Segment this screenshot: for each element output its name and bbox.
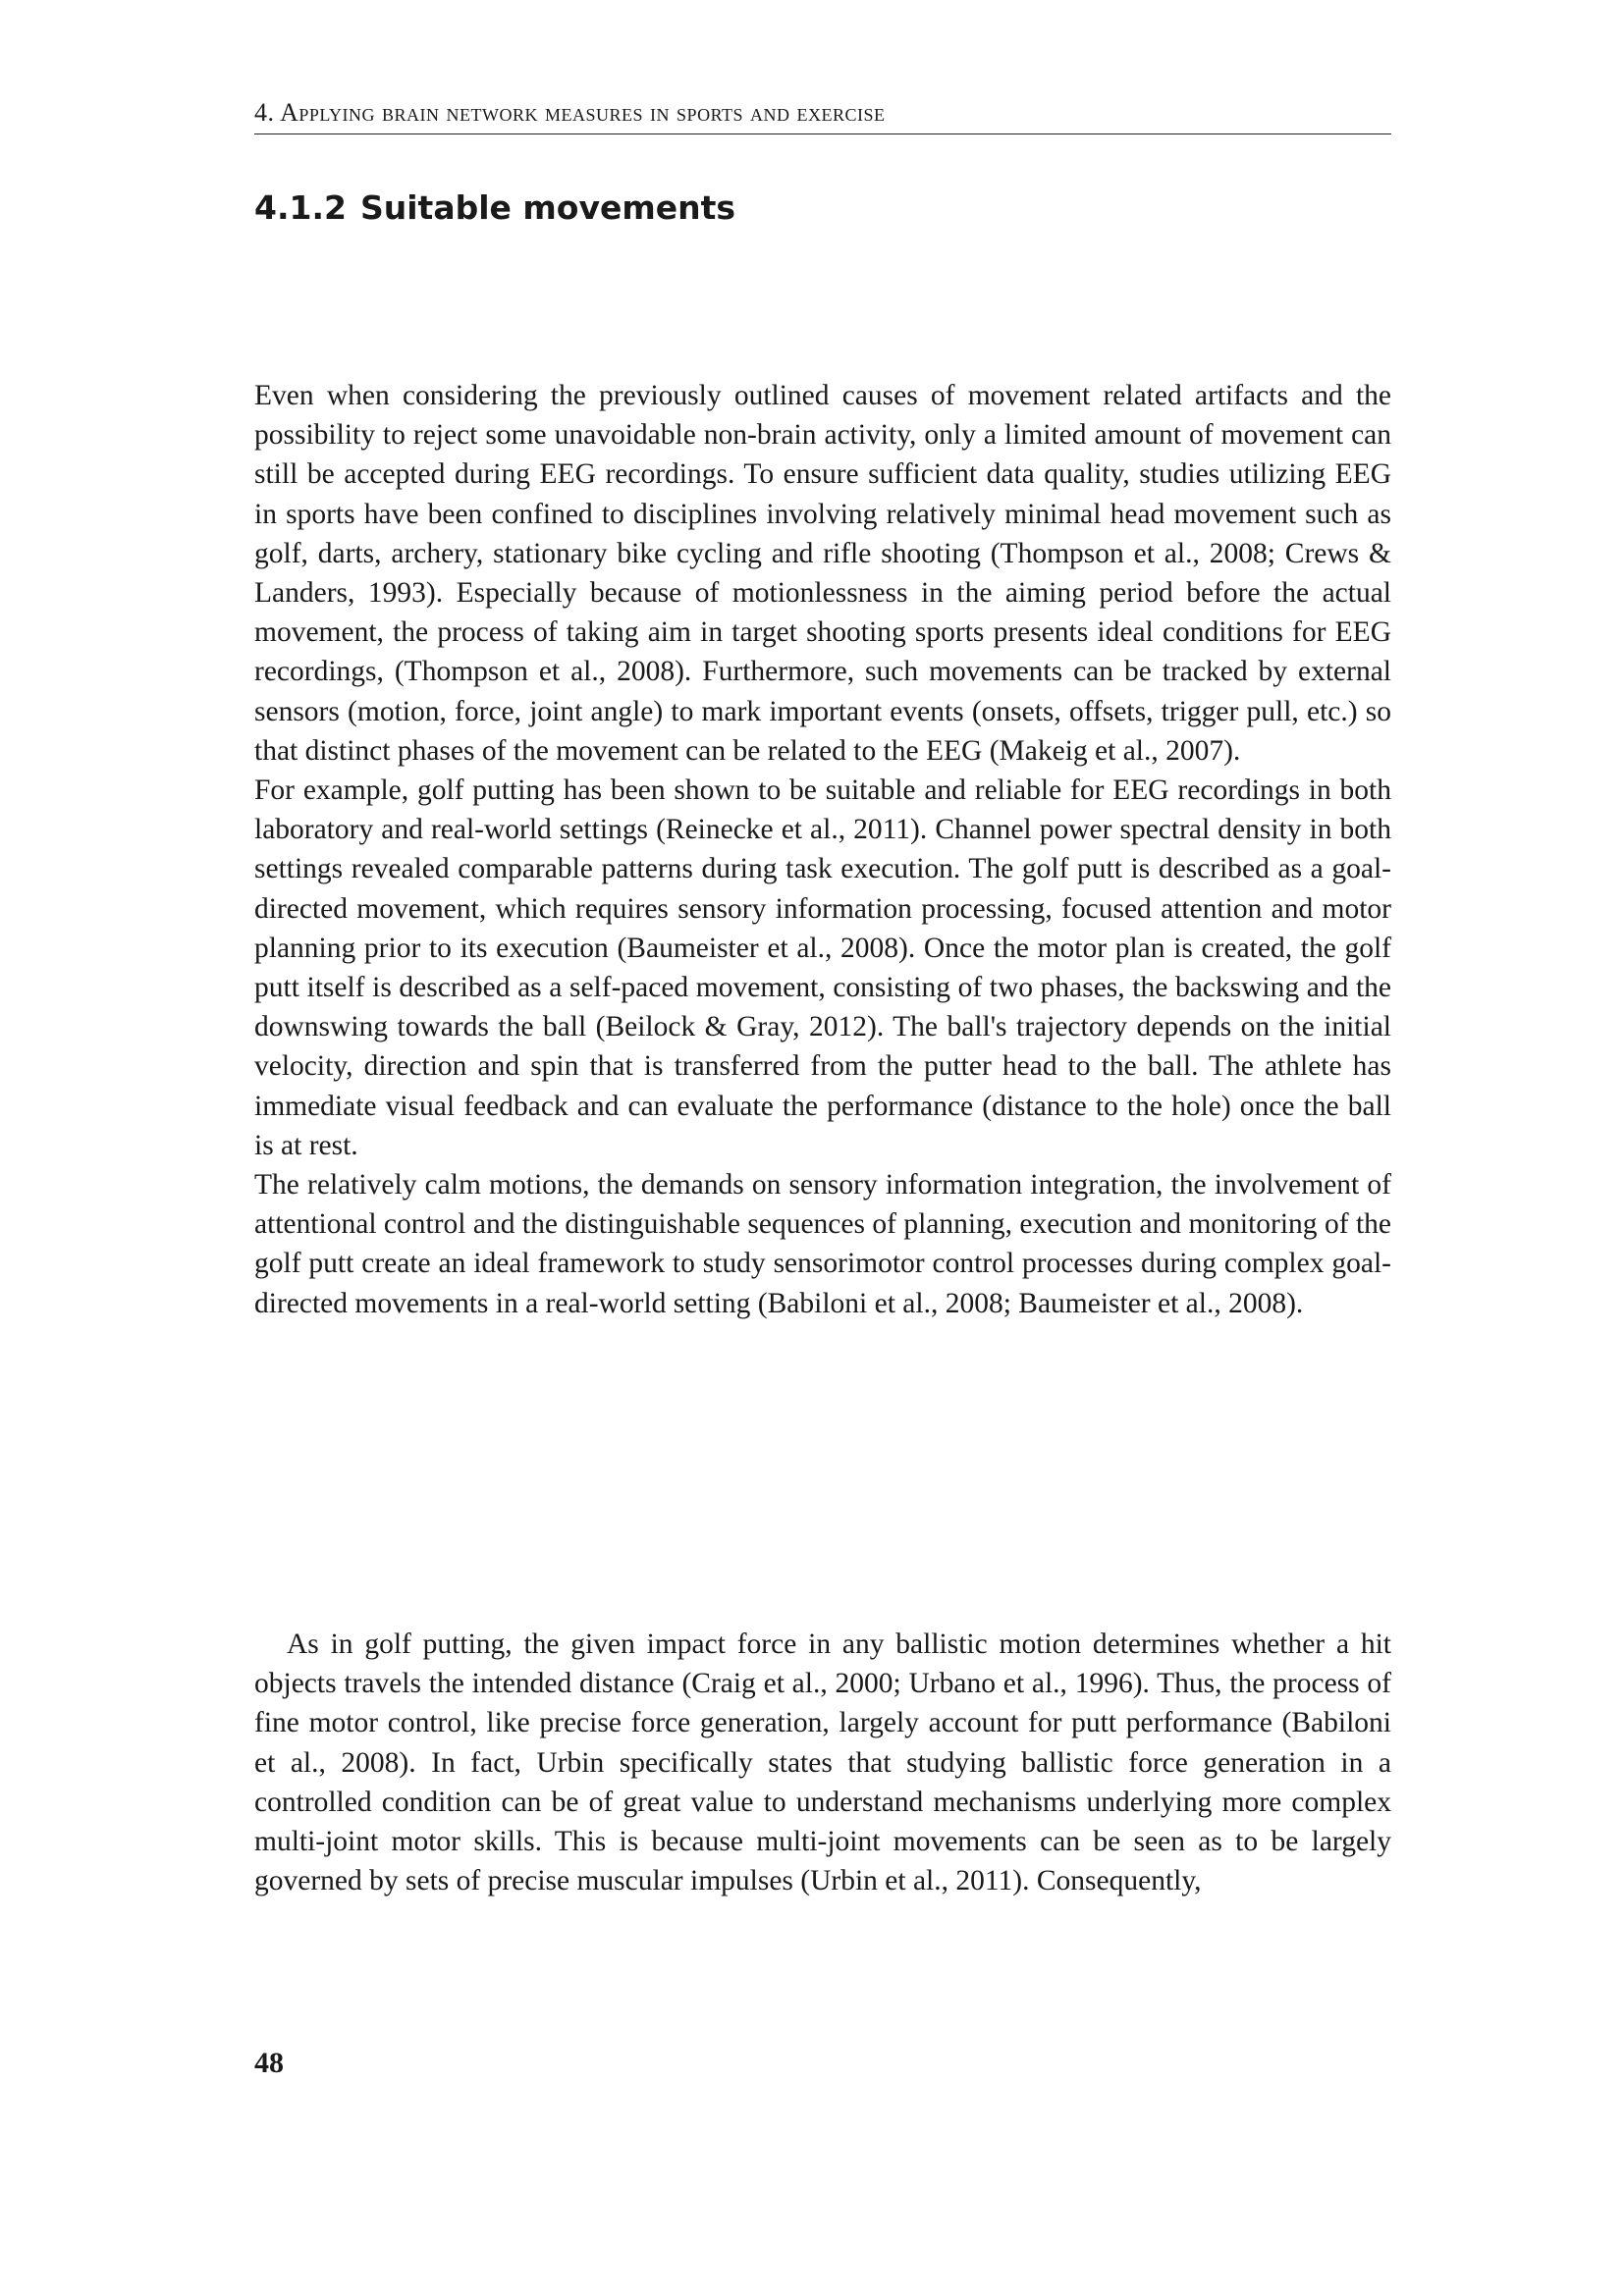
section-heading xyxy=(254,188,735,227)
running-title: 4. Applying brain network measures in sports and exercise xyxy=(254,98,886,127)
paragraph: The relatively calm motions, the demands on sensory information integration, the involvement of attentional control and the distinguishable sequences of planning, execution and monitoring of the golf putt create an ideal framework to study sensorimotor control processes during complex goal-directed movements in a real-world setting (Babiloni et al., 2008; Baumeister et al., 2008). xyxy=(254,1169,1391,1319)
page-number: 48 xyxy=(254,2047,284,2079)
paragraph: For example, golf putting has been shown to be suitable and reliable for EEG recordings in both laboratory and real-world settings (Reinecke et al., 2011). Channel power spectral density in both settings revealed comparable patterns during task execution. The golf putt is described as a goal-directed movement, which requires sensory information processing, focused attention and motor planning prior to its execution (Baumeister et al., 2008). Once the motor plan is created, the golf putt itself is described as a self-paced movement, consisting of two phases, the backswing and the downswing towards the ball (Beilock & Gray, 2012). The ball's trajectory depends on the initial velocity, direction and spin that is transferred from the putter head to the ball. The athlete has immediate visual feedback and can evaluate the performance (distance to the hole) once the ball is at rest. xyxy=(254,774,1391,1161)
paragraph: Even when considering the previously outlined causes of movement related artifacts and the possibility to reject some unavoidable non-brain activity, only a limited amount of movement can still be accepted during EEG recordings. To ensure sufficient data quality, studies utilizing EEG in sports have been confined to disciplines involving relatively minimal head movement such as golf, darts, archery, stationary bike cycling and rifle shooting (Thompson et al., 2008; Crews & Landers, 1993). Especially because of motionlessness in the aiming period before the actual movement, the process of taking aim in target shooting sports presents ideal conditions for EEG recordings, (Thompson et al., 2008). Furthermore, such movements can be tracked by external sensors (motion, force, joint angle) to mark important events (onsets, offsets, trigger pull, etc.) so that distinct phases of the movement can be related to the EEG (Makeig et al., 2007). xyxy=(254,380,1391,767)
body-text-block-1 xyxy=(254,376,1391,1323)
section-number: 4.1.2 xyxy=(254,188,347,227)
paragraph: As in golf putting, the given impact force in any ballistic motion determines whether a hit objects travels the intended distance (Craig et al., 2000; Urbano et al., 1996). Thus, the process of fine motor control, like precise force generation, largely account for putt performance (Babiloni et al., 2008). In fact, Urbin specifically states that studying ballistic force generation in a controlled condition can be of great value to understand mechanisms underlying more complex multi-joint motor skills. This is because multi-joint movements can be seen as to be largely governed by sets of precise muscular impulses (Urbin et al., 2011). Consequently, xyxy=(254,1629,1391,1897)
body-text-block-2 xyxy=(254,1625,1391,1900)
section-title: Suitable movements xyxy=(359,188,736,227)
page-header xyxy=(254,94,1391,134)
